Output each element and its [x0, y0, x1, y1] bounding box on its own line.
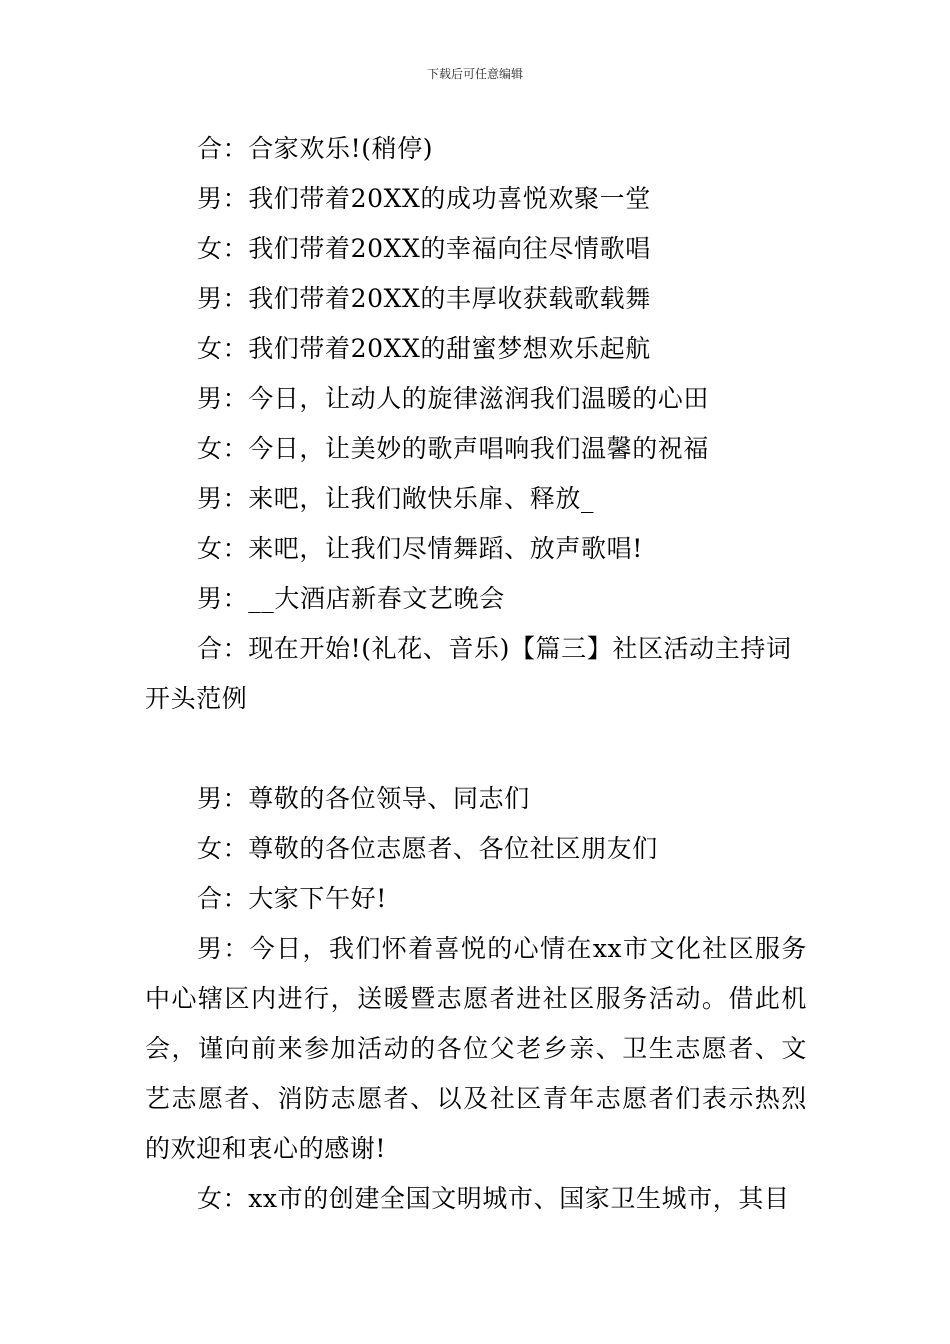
document-body	[145, 124, 807, 1224]
dialogue-paragraph: 男：今日，我们怀着喜悦的心情在xx市文化社区服务中心辖区内进行，送暖暨志愿者进社区服务活动。借此机会，谨向前来参加活动的各位父老乡亲、卫生志愿者、文艺志愿者、消防志愿者、以及社区青年志愿者们表示热烈的欢迎和衷心的感谢!	[145, 934, 807, 1163]
dialogue-line: 女：今日，让美妙的歌声唱响我们温馨的祝福	[197, 434, 710, 463]
dialogue-line: 女：来吧，让我们尽情舞蹈、放声歌唱!	[197, 534, 643, 563]
dialogue-line: 女：我们带着20XX的甜蜜梦想欢乐起航	[197, 334, 651, 363]
dialogue-line: 男：来吧，让我们敞快乐扉、释放_	[197, 484, 595, 513]
dialogue-line: 男：尊敬的各位领导、同志们	[197, 784, 530, 813]
dialogue-line: 女：我们带着20XX的幸福向往尽情歌唱	[197, 234, 651, 263]
dialogue-line-section-title: 合：现在开始!(礼花、音乐)【篇三】社区活动主持词	[197, 634, 792, 663]
section-title-continuation: 开头范例	[145, 684, 248, 713]
dialogue-line: 合：合家欢乐!(稍停)	[197, 134, 434, 163]
dialogue-line: 男：我们带着20XX的丰厚收获载歌载舞	[197, 284, 651, 313]
dialogue-paragraph: 女：xx市的创建全国文明城市、国家卫生城市，其目	[197, 1184, 790, 1213]
dialogue-line: 男：今日，让动人的旋律滋润我们温暖的心田	[197, 384, 710, 413]
page-header: 下载后可任意编辑	[426, 67, 523, 81]
dialogue-line: 男：__大酒店新春文艺晚会	[197, 584, 505, 613]
blank-line	[145, 724, 807, 774]
dialogue-line: 男：我们带着20XX的成功喜悦欢聚一堂	[197, 184, 651, 213]
dialogue-line: 合：大家下午好!	[197, 884, 387, 913]
dialogue-line: 女：尊敬的各位志愿者、各位社区朋友们	[197, 834, 658, 863]
